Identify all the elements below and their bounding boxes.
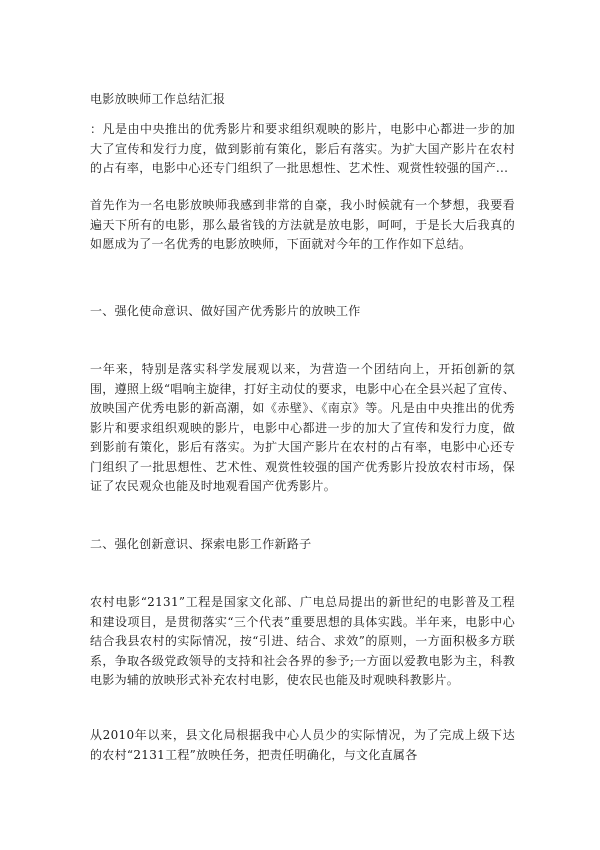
section-1-paragraph: 一年来，特别是落实科学发展观以来，为营造一个团结向上，开拓创新的氛围，遵照上级“唱响主旋律，打好主动仗的要求，电影中心在全县兴起了宣传、放映国产优秀电影的新高潮，如《赤壁》、《南京》等。凡是由中央推出的优秀影片和要求组织观映的影片，电影中心都进一步的加大了宣传和发行力度，做到影前有策化，影后有落实。为扩大国产影片在农村的占有率，电影中心还专门组织了一批思想性、艺术性、观赏性较强的国产优秀影片投放农村市场，保证了农民观众也能及时地观看国产优秀影片。 <box>90 362 515 493</box>
opening-paragraph: 首先作为一名电影放映师我感到非常的自豪，我小时候就有一个梦想，我要看遍天下所有的电影，那么最省钱的方法就是放电影，呵呵，于是长大后我真的如愿成为了一名优秀的电影放映师，下面就对今年的工作作如下总结。 <box>90 198 515 251</box>
section-2-heading: 二、强化创新意识、探索电影工作新路子 <box>90 537 312 551</box>
document-title: 电影放映师工作总结汇报 <box>90 92 226 106</box>
intro-paragraph: ：凡是由中央推出的优秀影片和要求组织观映的影片，电影中心都进一步的加大了宣传和发行力度，做到影前有策化，影后有落实。为扩大国产影片在农村的占有率，电影中心还专门组织了一批思想性、艺术性、观赏性较强的国产... <box>90 122 515 175</box>
section-2-paragraph: 农村电影“2131”工程是国家文化部、广电总局提出的新世纪的电影普及工程和建设项目，是贯彻落实“三个代表”重要思想的具体实践。半年来，电影中心结合我县农村的实际情况，按“引进、结合、求效”的原则，一方面积极多方联系，争取各级党政领导的支持和社会各界的参予;一方面以爱教电影为主，科教电影为辅的放映形式补充农村电影，使农民也能及时观映科教影片。 <box>90 595 515 687</box>
section-1-heading: 一、强化使命意识、做好国产优秀影片的放映工作 <box>90 304 361 318</box>
section-2-continued-paragraph: 从2010年以来，县文化局根据我中心人员少的实际情况，为了完成上级下达的农村“2131工程”放映任务，把责任明确化，与文化直属各 <box>90 728 515 762</box>
